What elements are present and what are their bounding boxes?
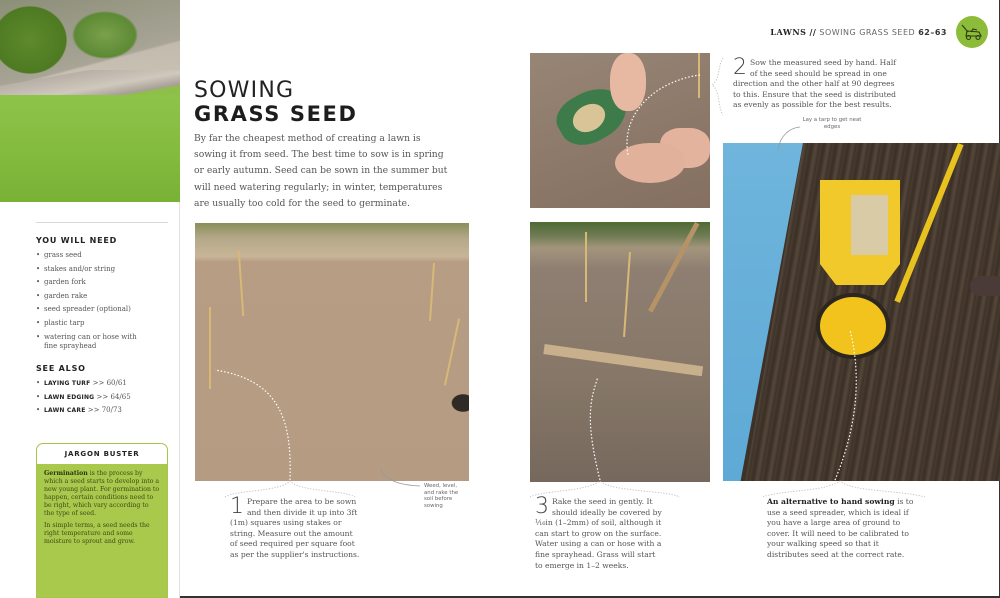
- page-title-line1: SOWING: [194, 78, 295, 103]
- topic-name: SOWING GRASS SEED: [819, 28, 916, 37]
- list-item: • garden rake: [36, 292, 176, 301]
- page-numbers: 62–63: [918, 28, 947, 37]
- sidebar: [0, 0, 180, 598]
- list-item: • stakes and/or string: [36, 265, 176, 274]
- see-also-link[interactable]: • LAWN EDGING >> 64/65: [36, 393, 176, 402]
- step-number: 2: [733, 55, 747, 80]
- separator: //: [809, 27, 817, 37]
- alternative-caption: An alternative to hand sowing is to use a seed spreader, which is ideal if you have a large area of ground to cover. It will need to be calibrated to your walking speed so that it distributes seed at the correct rate.: [767, 497, 914, 559]
- section-name: LAWNS: [770, 27, 807, 37]
- list-item: • watering can or hose with fine sprayhead: [36, 333, 151, 351]
- list-item: • grass seed: [36, 251, 176, 260]
- bamboo-stake: [238, 251, 245, 316]
- list-item: • garden fork: [36, 278, 176, 287]
- bamboo-stake: [209, 307, 211, 389]
- see-also-heading: SEE ALSO: [36, 364, 86, 373]
- see-also-link[interactable]: • LAWN CARE >> 70/73: [36, 406, 176, 415]
- you-will-need-heading: YOU WILL NEED: [36, 236, 118, 245]
- lawnmower-icon: [961, 23, 983, 41]
- page-title-line2: GRASS SEED: [194, 102, 358, 126]
- hand: [615, 143, 685, 183]
- alternative-lead: An alternative to hand sowing: [767, 497, 895, 506]
- list-item: • plastic tarp: [36, 319, 176, 328]
- running-head: [770, 27, 947, 37]
- bamboo-stake: [698, 53, 700, 98]
- spreader-wheel: [816, 293, 890, 359]
- bamboo-stake: [623, 252, 631, 337]
- bamboo-stake: [429, 263, 435, 321]
- jargon-extra: In simple terms, a seed needs the right temperature and some moisture to sprout and grow.: [44, 522, 150, 545]
- photo-step2-hand-sowing: [530, 53, 710, 208]
- jargon-buster-body: [37, 464, 167, 556]
- photo-seed-spreader: [723, 143, 1000, 481]
- rake-head: [543, 344, 703, 376]
- see-also-section: [36, 364, 176, 420]
- section-badge: [956, 16, 988, 48]
- step-number: 1: [230, 494, 244, 519]
- materials-list: [36, 251, 176, 351]
- hero-photo-lawn: [0, 0, 180, 202]
- photo-step3-raking: [530, 222, 710, 482]
- boot: [970, 276, 1000, 296]
- hand: [610, 53, 646, 111]
- step-3-caption: 3 Rake the seed in gently. It should ideally be covered by ¹⁄₁₆in (1–2mm) of soil, although it can start to grow on the surface. Water using a can or hose with a fine sprayhead. Grass will start to emerge in 1–2 weeks.: [535, 494, 662, 570]
- list-item: • seed spreader (optional): [36, 305, 176, 314]
- hopper-seed: [851, 195, 888, 255]
- step-2-caption: 2 Sow the measured seed by hand. Half of the seed should be spread in one direction and the other half at 90 degrees to this. Ensure that the seed is distributed as evenly as possible for the best results.: [733, 55, 897, 110]
- jargon-definition: Germination is the process by which a seed starts to develop into a new young plant. For germination to happen, certain conditions need to be right, which vary according to the type of seed.: [44, 470, 160, 517]
- step-1-caption: 1 Prepare the area to be sown and then divide it up into 3ft (1m) squares using stakes or string. Measure out the amount of seed required per square foot as per the supplier's instructions.: [230, 494, 360, 559]
- step-number: 3: [535, 494, 549, 519]
- jargon-buster-heading: JARGON BUSTER: [37, 444, 167, 464]
- see-also-link[interactable]: • LAYING TURF >> 60/61: [36, 379, 176, 388]
- photo-step1-staked-soil: [195, 223, 469, 481]
- divider: [36, 222, 168, 223]
- annotation-soil: Weed, level, and rake the soil before sowing: [424, 483, 459, 509]
- intro-paragraph: By far the cheapest method of creating a lawn is sowing it from seed. The best time to sow is in spring or early autumn. Seed can be sown in the summer but will need watering regularly; in winter, temperatures are usually too cold for the seed to germinate.: [194, 133, 448, 209]
- annotation-tarp: Lay a tarp to get neat edges: [802, 117, 862, 130]
- see-also-list: [36, 379, 176, 415]
- lawn-grass: [0, 95, 180, 202]
- you-will-need-section: [36, 236, 176, 355]
- bamboo-stake: [444, 319, 460, 386]
- jargon-buster-box: [36, 443, 168, 598]
- bamboo-stake: [585, 232, 587, 302]
- rake-handle: [648, 222, 699, 313]
